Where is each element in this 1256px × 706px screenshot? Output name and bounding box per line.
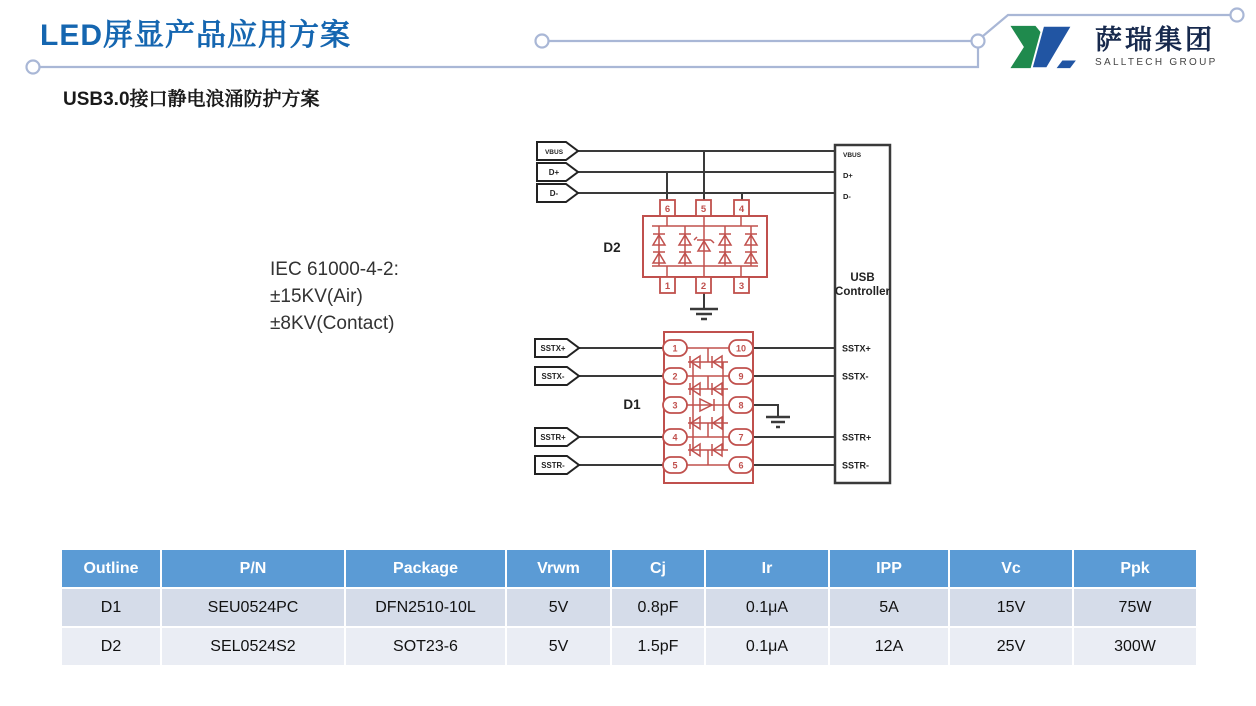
input-tag-label-dplus: D+	[548, 168, 560, 177]
d1-pin-number: 7	[738, 432, 744, 443]
usb3-protection-schematic	[525, 132, 905, 504]
table-header-cell: Outline	[62, 550, 160, 587]
d2-label: D2	[603, 240, 621, 255]
d2-pin-number: 6	[664, 204, 671, 215]
esd-note-line: ±15KV(Air)	[270, 286, 363, 307]
table-cell: 5A	[830, 589, 948, 626]
d1-label: D1	[623, 397, 641, 412]
table-cell: 75W	[1074, 589, 1196, 626]
table-cell: 5V	[507, 589, 610, 626]
d2-pin-number: 1	[664, 281, 671, 292]
esd-note-line: IEC 61000-4-2:	[270, 259, 399, 280]
controller-pin-label-dminus: D-	[843, 192, 851, 201]
table-cell: 1.5pF	[612, 628, 704, 665]
table-header-cell: IPP	[830, 550, 948, 587]
d2-pin-number: 2	[700, 281, 707, 292]
controller-pin-label-sstxp: SSTX+	[842, 343, 871, 354]
input-tag-label-vbus: VBUS	[544, 149, 564, 156]
input-tags-ss	[535, 339, 579, 474]
d1-pin-number: 1	[672, 343, 678, 354]
d1-pin-number: 5	[672, 460, 678, 471]
table-cell: 0.1μA	[706, 589, 828, 626]
d2-pin-number: 5	[700, 204, 707, 215]
controller-pin-label-sstxm: SSTX-	[842, 371, 869, 382]
input-tag-label-sstrm: SSTR-	[541, 461, 565, 470]
controller-title-line1: USB	[850, 272, 875, 284]
d1-pin-number: 2	[672, 371, 678, 382]
controller-pin-label-dplus: D+	[843, 171, 853, 180]
spec-table	[62, 550, 1196, 665]
table-header-cell: P/N	[162, 550, 344, 587]
component-d1	[623, 332, 753, 483]
table-cell: SEU0524PC	[162, 589, 344, 626]
logo-company-name-cn: 萨瑞集团	[1095, 24, 1215, 55]
trace-node	[1231, 9, 1244, 22]
d2-pin-number: 3	[738, 281, 745, 292]
esd-rating-note	[270, 256, 399, 337]
page-title: LED屏显产品应用方案	[40, 19, 351, 52]
d2-pin-number: 4	[738, 204, 745, 215]
table-cell: 12A	[830, 628, 948, 665]
controller-pin-label-sstrm: SSTR-	[842, 460, 869, 471]
input-tag-label-sstrp: SSTR+	[540, 433, 566, 442]
table-header-cell: Vc	[950, 550, 1072, 587]
usb-controller-box	[835, 145, 890, 483]
table-cell: 25V	[950, 628, 1072, 665]
table-cell: D1	[62, 589, 160, 626]
controller-title-line2: Controller	[835, 286, 890, 298]
table-cell: 15V	[950, 589, 1072, 626]
input-tag-label-dminus: D-	[549, 189, 559, 198]
input-tag-label-sstxm: SSTX-	[541, 372, 565, 381]
trace-node	[972, 35, 985, 48]
table-cell: 5V	[507, 628, 610, 665]
table-header-cell: Ppk	[1074, 550, 1196, 587]
table-header-cell: Cj	[612, 550, 704, 587]
component-d2	[603, 200, 767, 293]
table-header-cell: Ir	[706, 550, 828, 587]
d1-pin-number: 3	[672, 400, 678, 411]
logo-mark-icon	[1008, 22, 1086, 72]
d1-pin-number: 8	[738, 400, 744, 411]
logo-company-name-en: SALLTECH GROUP	[1095, 57, 1218, 69]
table-cell: D2	[62, 628, 160, 665]
d1-pin-number: 4	[672, 432, 678, 443]
controller-pin-label-sstrp: SSTR+	[842, 432, 872, 443]
table-header-cell: Vrwm	[507, 550, 610, 587]
trace-node	[536, 35, 549, 48]
controller-pin-label-vbus: VBUS	[843, 152, 862, 159]
d1-pin-number: 6	[738, 460, 744, 471]
table-cell: SEL0524S2	[162, 628, 344, 665]
table-cell: SOT23-6	[346, 628, 505, 665]
input-tag-label-sstxp: SSTX+	[540, 344, 566, 353]
slide-subtitle: USB3.0接口静电浪涌防护方案	[63, 89, 320, 110]
table-cell: 0.1μA	[706, 628, 828, 665]
table-cell: 0.8pF	[612, 589, 704, 626]
d1-pin-number: 9	[738, 371, 744, 382]
esd-note-line: ±8KV(Contact)	[270, 313, 395, 334]
trace-node	[27, 61, 40, 74]
table-cell: DFN2510-10L	[346, 589, 505, 626]
company-logo	[1008, 22, 1218, 72]
d1-pin-number: 10	[735, 343, 747, 354]
table-header-cell: Package	[346, 550, 505, 587]
table-cell: 300W	[1074, 628, 1196, 665]
